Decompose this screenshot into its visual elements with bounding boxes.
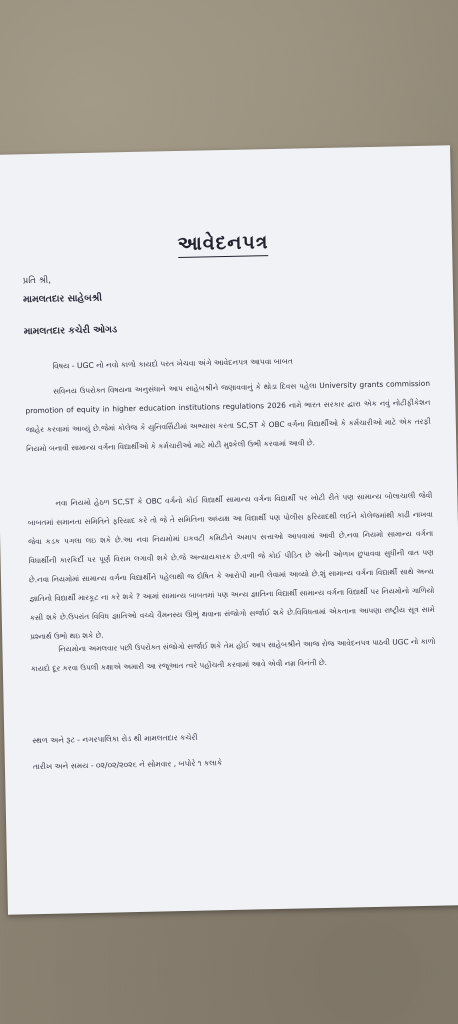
document-page xyxy=(0,145,458,914)
place-line: સ્થળ અને રૂટ - નગરપાલિકા રોડ થી મામલતદાર કચેરી xyxy=(32,732,198,746)
office-name: મામલતદાર કચેરી ઓગડ xyxy=(23,324,118,338)
to-line: પ્રતિ શ્રી, xyxy=(22,275,52,287)
datetime-line: તારીખ અને સમય - ૦૨/૦૨/૨૦૨૬ ને સોમવાર , બપોરે ૧ કલાકે xyxy=(32,758,223,772)
paragraph-1: સવિનય ઉપરોક્ત વિષયના અનુસંધાને આપ સાહેબશ્રીને જણાવવાનું કે થોડા દિવસ પહેલા University grants commission promotion of equity in higher education institutions regulations 2026 નામે ભારત સરકાર દ્વારા એક નવું નોટીફીકેશન જાહેર કરવામાં આવ્યું છે.જેમાં કોલેજ કે યુનિવર્સિટીમાં અભ્યાસ કરતા SC,ST કે OBC વર્ગના વિદ્યાર્થીઓ કે કર્મચારીઓ માટે એક તરફી નિયમો બનાવી સામાન્ય વર્ગના વિદ્યાર્થીઓ કે કર્મચારીઓ માટે મોટી મુશ્કેલી ઉભી કરવામાં આવી છે. xyxy=(25,378,431,454)
recipient: મામલતદાર સાહેબશ્રી xyxy=(23,292,103,306)
subject-line: વિષય - UGC નો નવો કાળો કાયદો પરત ખેચવા અંગે આવેદનપત્ર આપવા બાબત xyxy=(52,356,293,371)
paragraph-2: નવા નિયમો હેઠળ SC,ST કે OBC વર્ગનો કોઈ વિદ્યાર્થી સામાન્ય વર્ગના વિદ્યાર્થી પર ખોટી રીતે પણ સામાન્ય બોલાચાલી જેવી બાબતમાં સમાનતા સમિતિને ફરિયાદ કરે તો જે તે સમિતિના અધ્યક્ષ આ વિદ્યાર્થી પણ પોલીસ ફરિયાદથી લઈને કોલેજમાંથી કાઢી નાખવા જેવા કડક પગલા લઇ શકે છે.આ નવા નિયમોમાં ઇકવટી કમિટીને અમાપ સત્તાઓ આપવામાં આવી છે.નવા નિયમો સામાન્ય વર્ગના વિધાર્થીની કારકિર્દી પર પૂર્ણ વિરામ લગાવી શકે છે.જે અન્યાયકારક છે.વળી જે કોઈ પીડિત છે એની ઓળખ છુપાવવા સુધીની વાત પણ છે.નવા નિયમોમાં સામાન્ય વર્ગના વિદ્યાર્થીને પહેલાથી જ દોષિત કે આરોપી માની લેવામાં આવ્યો છે.શું સામાન્ય વર્ગના વિદ્યાર્થી સાથે અન્ય જ્ઞાતિનો વિદ્યાર્થી મારકૂટ ના કરે શકે ? આમાં સામાન્ય બાબતમાં પણ અન્ય જ્ઞાતિના વિદ્યાર્થી સામાન્ય વર્ગના વિદ્યાર્થી પર નિયમોનો ગાળિયો કસી શકે છે.ઉપરાંત વિવિધ જ્ઞાતિઓ વચ્ચે વૈમનસ્ય ઊભું થવાના સંજોગો સર્જાઈ શકે છે.વિવિધતામાં એકતાના આપણા રાષ્ટ્રીય સૂત્ર સામે પ્રશ્નાર્થ ઉભો થઇ શકે છે. xyxy=(27,490,435,642)
document-title: આવેદનપત્ર xyxy=(177,231,268,258)
paragraph-3: નિયમોના અમલવાર પછી ઉપરોક્ત સંજોગો સર્જાઈ શકે તેમ હોઈ આપ સાહેબશ્રીને આજ રોજ આવેદનપત્ર પાઠવી UGC નો કાળો કાયદો દૂર કરવા ઉપલી કક્ષાએ અમારી આ રજૂઆત ત્વરે પહોંચતી કરવામાં આવે એવી નમ્ર વિનંતી છે. xyxy=(30,636,436,674)
